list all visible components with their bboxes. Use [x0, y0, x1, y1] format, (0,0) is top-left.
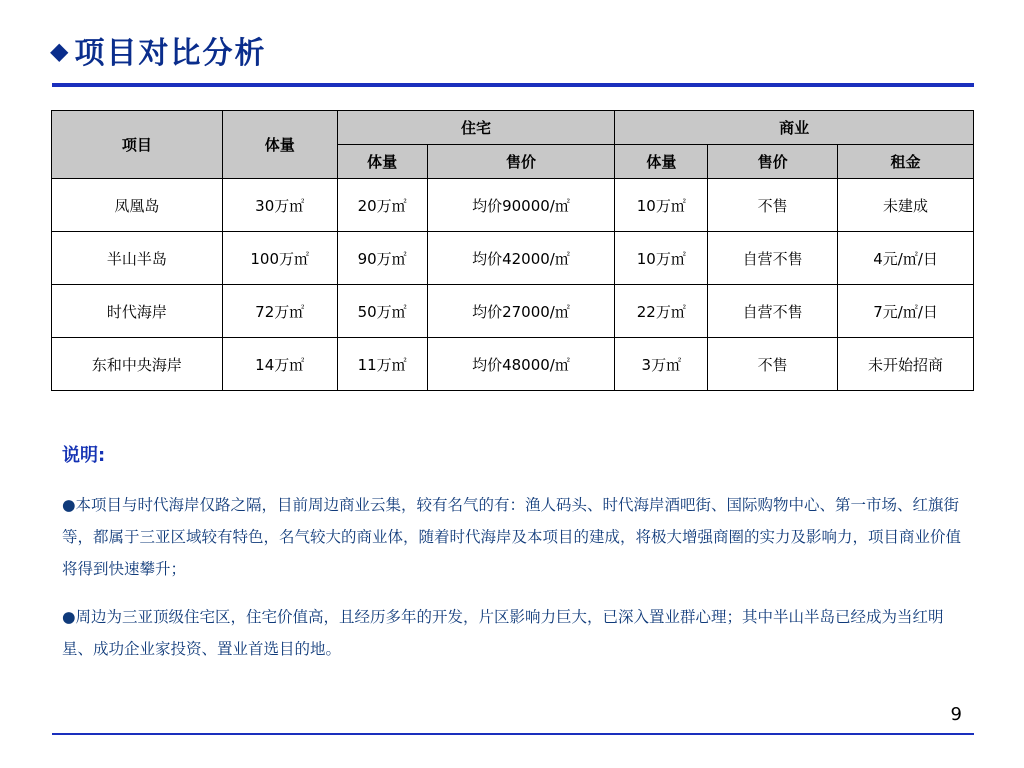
table-row: [52, 338, 974, 391]
cell-com-volume: 10万㎡: [615, 232, 708, 285]
cell-volume: 14万㎡: [222, 338, 337, 391]
page-number: 9: [950, 704, 962, 725]
cell-com-volume: 10万㎡: [615, 179, 708, 232]
cell-project: 凤凰岛: [52, 179, 223, 232]
note-paragraph-1: [62, 489, 962, 585]
bullet-icon: ●: [62, 608, 76, 626]
cell-com-price: 不售: [708, 338, 838, 391]
cell-volume: 100万㎡: [222, 232, 337, 285]
cell-res-price: 均价48000/㎡: [427, 338, 615, 391]
table-row: [52, 285, 974, 338]
cell-com-volume: 3万㎡: [615, 338, 708, 391]
header-volume: 体量: [222, 111, 337, 179]
comparison-table: [51, 110, 974, 391]
notes-heading: 说明:: [62, 445, 106, 466]
header-com-price: 售价: [708, 145, 838, 179]
bullet-icon: ●: [62, 496, 76, 514]
cell-res-volume: 90万㎡: [337, 232, 427, 285]
header-com-rent: 租金: [838, 145, 974, 179]
cell-com-price: 自营不售: [708, 232, 838, 285]
header-res-price: 售价: [427, 145, 615, 179]
cell-volume: 30万㎡: [222, 179, 337, 232]
table-row: [52, 232, 974, 285]
cell-com-rent: 未建成: [838, 179, 974, 232]
note-paragraph-2: [62, 601, 962, 665]
page-title: [50, 28, 266, 72]
cell-com-price: 不售: [708, 179, 838, 232]
cell-res-volume: 20万㎡: [337, 179, 427, 232]
header-res-volume: 体量: [337, 145, 427, 179]
cell-com-price: 自营不售: [708, 285, 838, 338]
cell-volume: 72万㎡: [222, 285, 337, 338]
cell-res-volume: 50万㎡: [337, 285, 427, 338]
cell-com-rent: 未开始招商: [838, 338, 974, 391]
table-row: [52, 179, 974, 232]
bottom-divider: [52, 733, 974, 735]
cell-res-price: 均价42000/㎡: [427, 232, 615, 285]
note-text-2: 周边为三亚顶级住宅区，住宅价值高，且经历多年的开发，片区影响力巨大，已深入置业群心理；其中半山半岛已经成为当红明星、成功企业家投资、置业首选目的地。: [62, 608, 944, 658]
diamond-bullet-icon: ◆: [50, 35, 71, 65]
header-residential: 住宅: [337, 111, 615, 145]
cell-com-rent: 7元/㎡/日: [838, 285, 974, 338]
cell-res-volume: 11万㎡: [337, 338, 427, 391]
cell-project: 东和中央海岸: [52, 338, 223, 391]
header-commercial: 商业: [615, 111, 974, 145]
cell-com-rent: 4元/㎡/日: [838, 232, 974, 285]
cell-com-volume: 22万㎡: [615, 285, 708, 338]
page-title-text: 项目对比分析: [74, 36, 267, 71]
header-project: 项目: [52, 111, 223, 179]
cell-res-price: 均价27000/㎡: [427, 285, 615, 338]
top-divider: [52, 83, 974, 87]
cell-res-price: 均价90000/㎡: [427, 179, 615, 232]
note-text-1: 本项目与时代海岸仅路之隔，目前周边商业云集，较有名气的有：渔人码头、时代海岸酒吧街、国际购物中心、第一市场、红旗街等，都属于三亚区域较有特色，名气较大的商业体，随着时代海岸及本项目的建成，将极大增强商圈的实力及影响力，项目商业价值将得到快速攀升；: [62, 496, 962, 578]
cell-project: 半山半岛: [52, 232, 223, 285]
cell-project: 时代海岸: [52, 285, 223, 338]
header-com-volume: 体量: [615, 145, 708, 179]
